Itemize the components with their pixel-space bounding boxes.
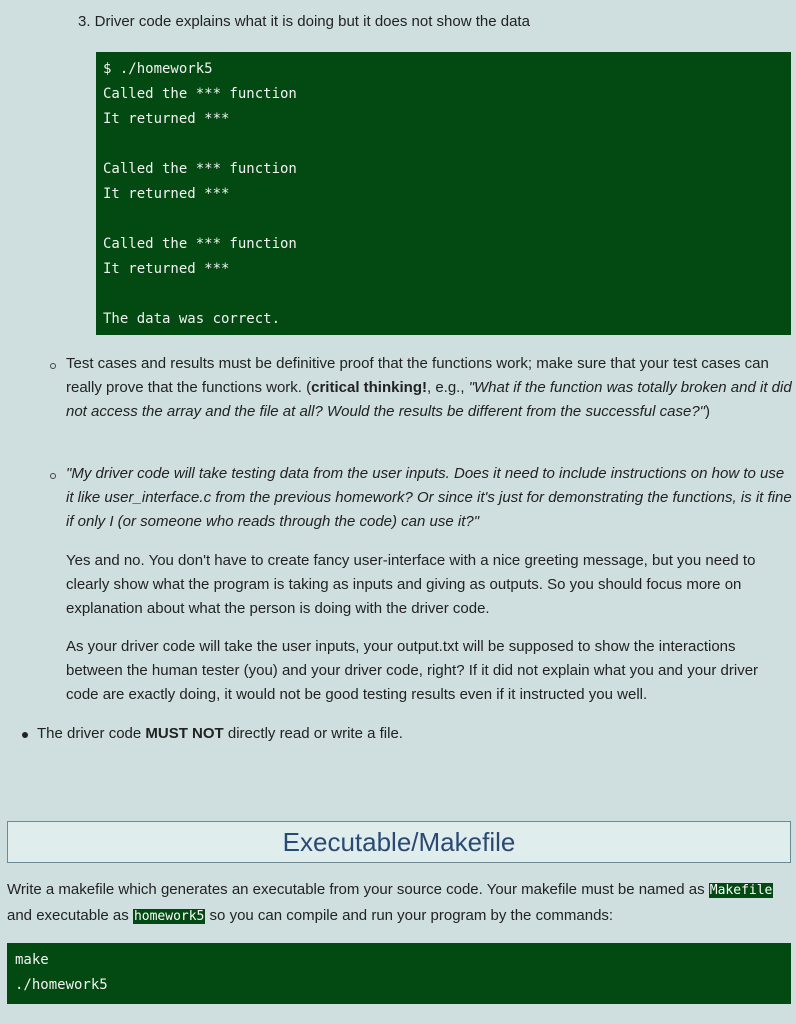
code-line — [103, 207, 791, 232]
code-line: Called the *** function — [103, 161, 297, 177]
code-line: make — [15, 952, 49, 968]
circle-bullet-icon — [50, 473, 56, 479]
code-line: $ ./homework5 — [103, 61, 213, 77]
disc-bullet-icon — [22, 732, 28, 738]
commands-code-block — [7, 943, 791, 1004]
code-line — [103, 132, 791, 157]
circle-bullet-icon — [50, 363, 56, 369]
driver-output-code-block — [96, 52, 791, 335]
inline-code-homework5: homework5 — [133, 909, 205, 924]
must-not-label: MUST NOT — [145, 725, 224, 742]
answer-paragraph-2: As your driver code will take the user inputs, your output.txt will be supposed to show the interactions between the human tester (you) and your driver code, right? If it did not explain what you and your driver code are exactly doing, it would not be good testing results even if it instructed you well. — [66, 638, 759, 703]
code-line: Called the *** function — [103, 86, 297, 102]
step-3-heading: 3. Driver code explains what it is doing but it does not show the data — [78, 13, 530, 30]
list-item-test-cases: Test cases and results must be definitive proof that the functions work; make sure that your test cases can really prove that the functions work. (critical thinking!, e.g., "What if the function was totally broken and it did not access the array and the file at all? Would the results be different from the successful case?") — [50, 352, 795, 424]
makefile-instructions: Write a makefile which generates an executable from your source code. Your makefile must be named as Makefile and executable as homework5 so you can compile and run your program by the commands: — [7, 881, 773, 924]
code-line: ./homework5 — [15, 977, 108, 993]
answer-paragraph-1: Yes and no. You don't have to create fancy user-interface with a nice greeting message, but you need to clearly show what the program is taking as inputs and giving as outputs. So you should focus more on explanation about what the person is doing with the driver code. — [66, 552, 756, 617]
inline-code-makefile: Makefile — [709, 883, 773, 898]
code-line: It returned *** — [103, 111, 230, 127]
code-line: It returned *** — [103, 186, 230, 202]
code-line: Called the *** function — [103, 236, 297, 252]
critical-thinking-label: critical thinking! — [311, 379, 427, 396]
code-line: The data was correct. — [103, 311, 281, 327]
section-heading-makefile: Executable/Makefile — [7, 821, 791, 863]
code-line: It returned *** — [103, 261, 230, 277]
code-line — [103, 282, 791, 307]
list-item-question: "My driver code will take testing data from the user inputs. Does it need to include instructions on how to use it like user_interface.c from the previous homework? Or since it's just for demonstrating the functions, is it fine if only I (or someone who reads through the code) can use it?" — [50, 462, 795, 534]
list-item-driver-rule: The driver code MUST NOT directly read or write a file. — [22, 722, 792, 746]
